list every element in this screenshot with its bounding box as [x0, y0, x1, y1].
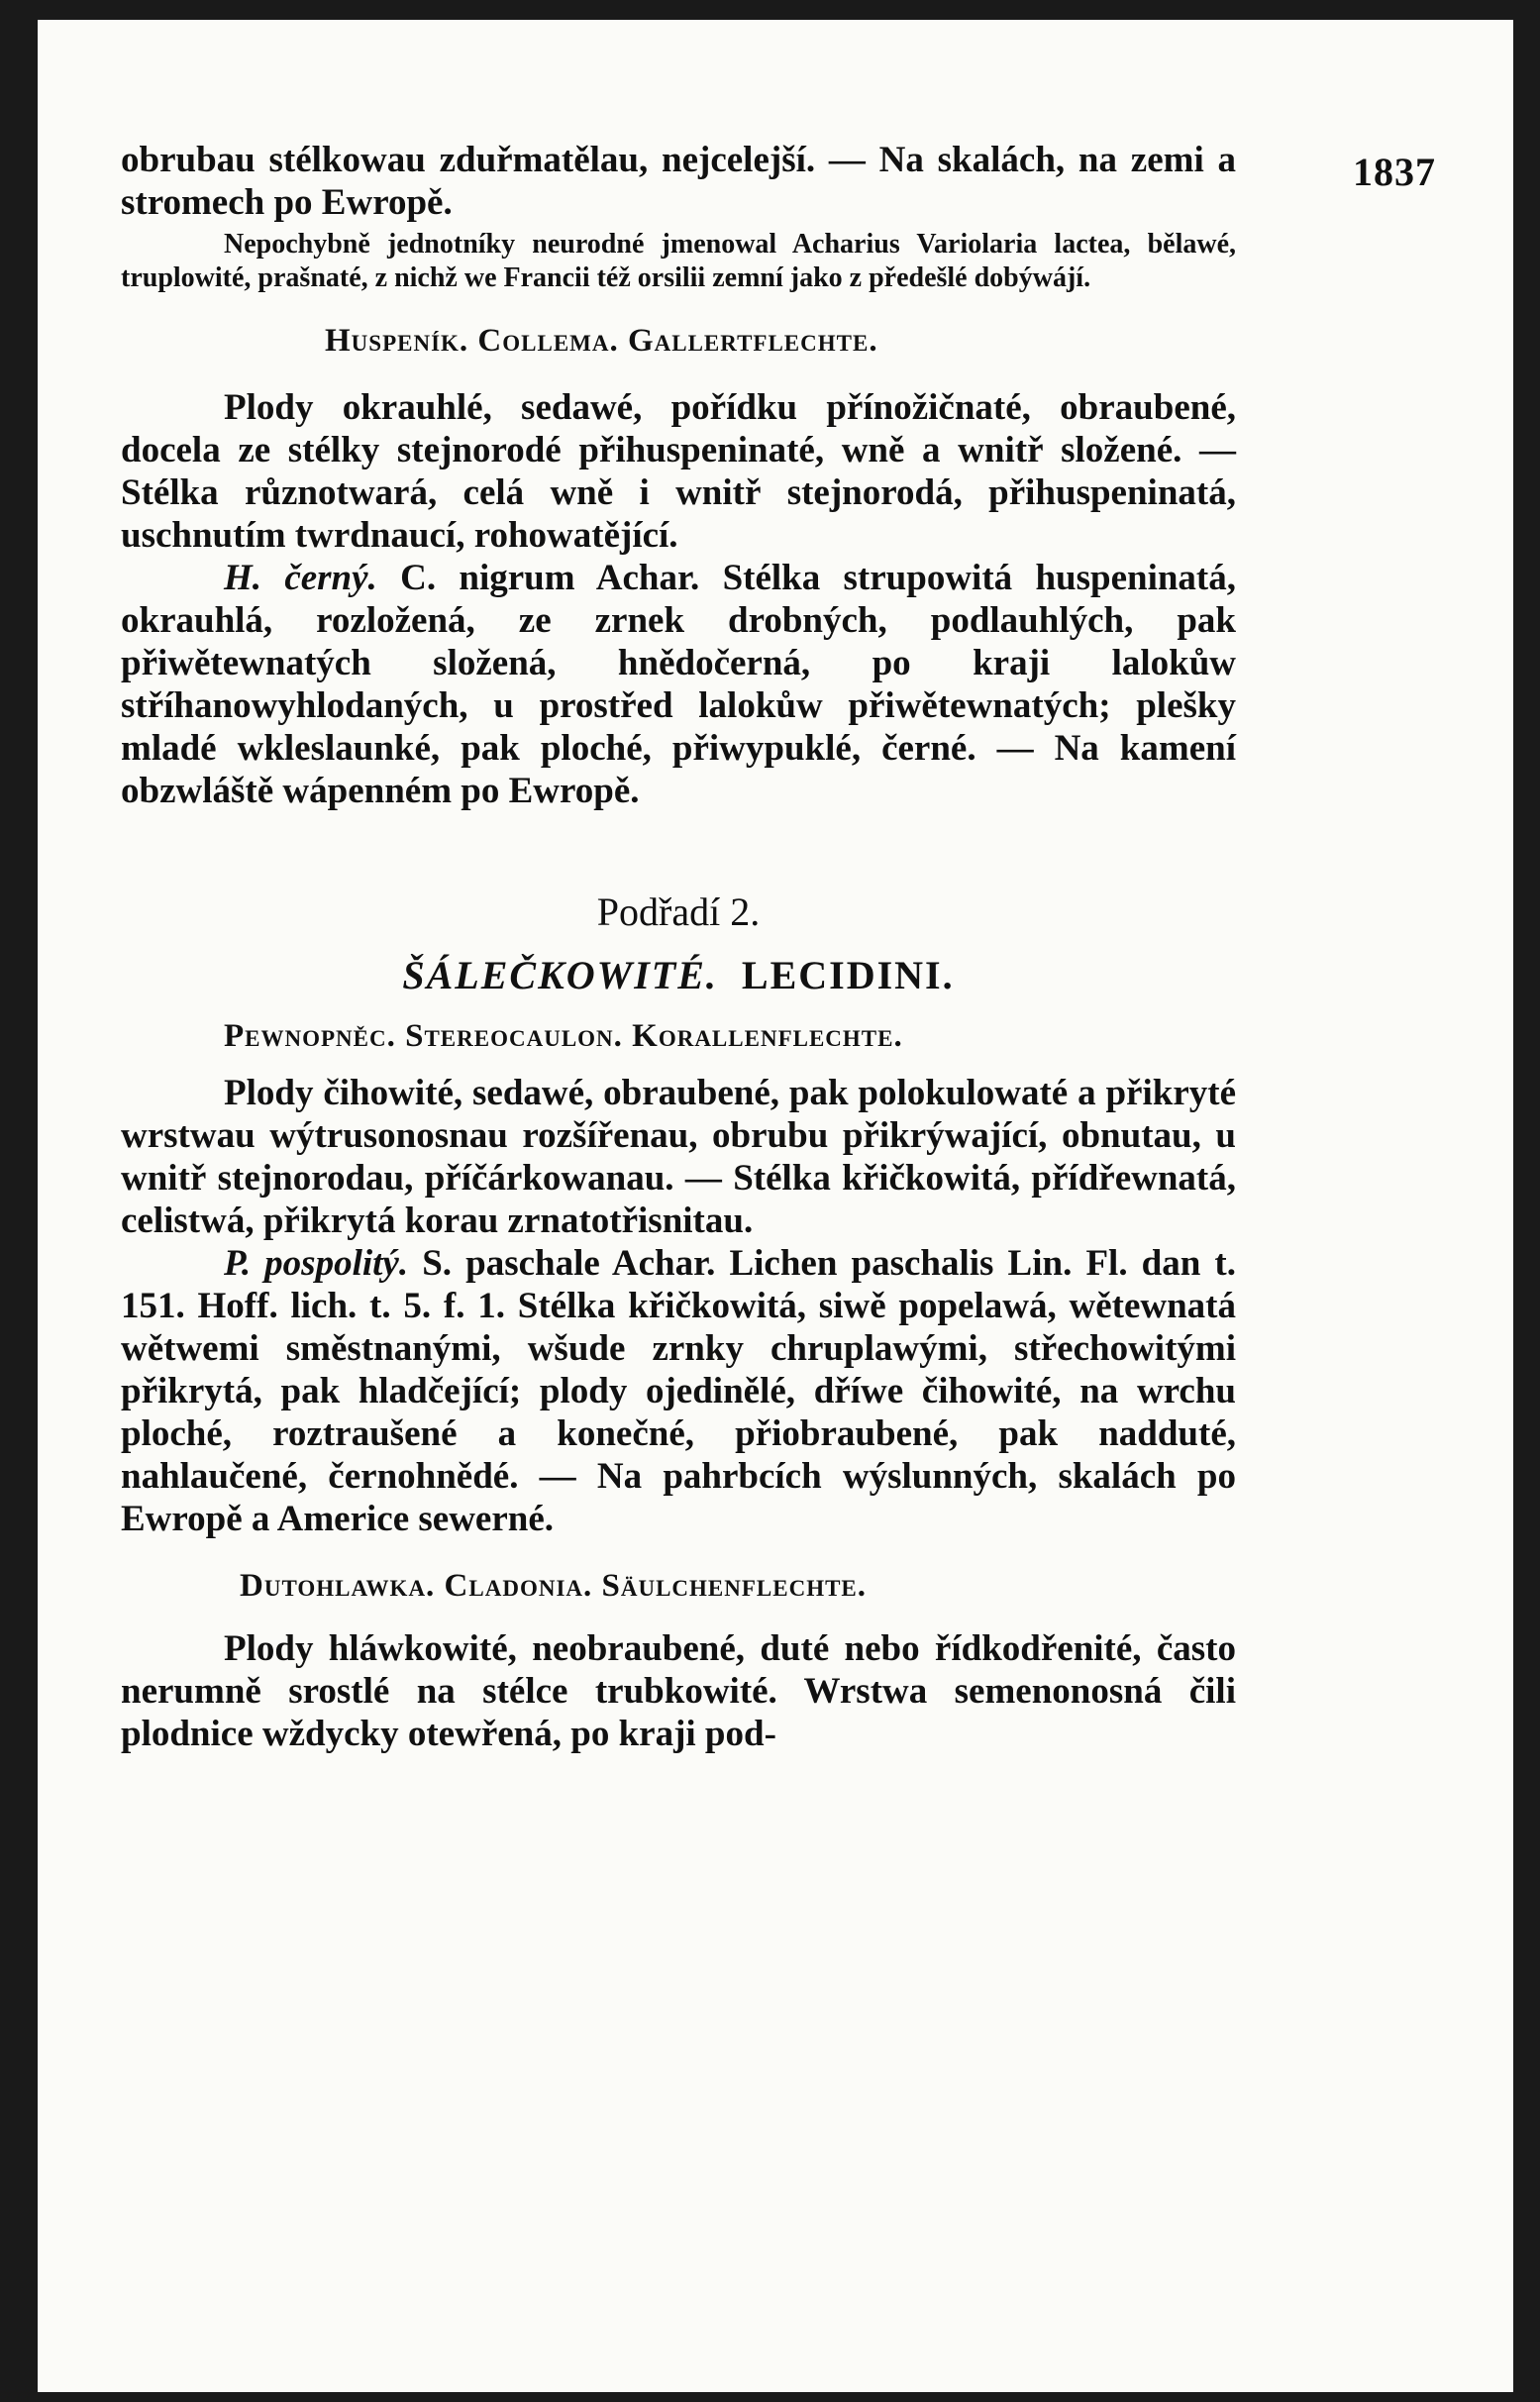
- suborder-rank: Podřadí 2.: [596, 889, 761, 934]
- suborder-title: [121, 953, 1236, 998]
- genus-heading-cladonia: Dutohlawka. Cladonia. Säulchenflechte.: [240, 1568, 868, 1604]
- genus-heading-stereocaulon: Pewnopněc. Stereocaulon. Korallenflechte.: [224, 1018, 903, 1054]
- book-page: [38, 20, 1513, 2392]
- species-name: P. pospolitý.: [224, 1243, 409, 1284]
- collema-description: Plody okrauhlé, sedawé, pořídku přínožičnaté, obraubené, docela ze stélky stejnorodé přihuspeninaté, wně a wnitř složené. — Stélka různotwará, celá wně i wnitř stejnorodá, přihuspeninatá, uschnutím twrdnaucí, rohowatějící.: [121, 387, 1236, 556]
- species-name: H. černý.: [224, 558, 377, 598]
- stereocaulon-species: [121, 1242, 1236, 1540]
- cladonia-description: Plody hláwkowité, neobraubené, duté nebo řídkodřenité, často nerumně srostlé na stélce trubkowité. Wrstwa semenonosná čili plodnice wždycky otewřená, po kraji pod-: [121, 1628, 1236, 1754]
- page-number: 1837: [1353, 150, 1436, 194]
- collema-end-paragraph: obrubau stélkowau zduřmatělau, nejcelejší. — Na skalách, na zemi a stromech po Ewropě.: [121, 140, 1236, 223]
- species-text: S. paschale Achar. Lichen paschalis Lin. Fl. dan t. 151. Hoff. lich. t. 5. f. 1. Stélka křičkowitá, siwě popelawá, wětewnatá wětwemi směstnanými, wšude zrnky chruplawými, střechowitými přikrytá, pak hladčející; plody ojedinělé, dříwe čihowité, na wrchu ploché, roztraušené a konečné, přiobraubené, pak nadduté, nahlaučené, černohnědé. — Na pahrbcích wýslunných, skalách po Ewropě a Americe sewerné.: [121, 1243, 1237, 1539]
- genus-heading-collema: Huspeník. Collema. Gallertflechte.: [325, 323, 878, 359]
- stereocaulon-description: Plody čihowité, sedawé, obraubené, pak polokulowaté a přikryté wrstwau wýtrusonosnau rozšířenau, obrubu přikrýwající, obnutau, u wnitř stejnorodau, příčárkowanau. — Stélka křičkowitá, přídřewnatá, celistwá, přikrytá korau zrnatotřisnitau.: [121, 1073, 1236, 1241]
- collema-species: [121, 557, 1236, 812]
- footnote-paragraph: Nepochybně jednotníky neurodné jmenowal Acharius Variolaria lactea, bělawé, truplowité, prašnaté, z nichž we Francii též orsilii zemní jako z předešlé dobýwájí.: [121, 229, 1236, 293]
- text-column: [121, 139, 1236, 1755]
- species-text: C. nigrum Achar. Stélka strupowitá huspeninatá, okrauhlá, rozložená, ze zrnek drobných, podlauhlých, pak přiwětewnatých složená, hnědočerná, po kraji lalokůw stříhanowyhlodaných, u prostřed lalokůw přiwětewnatých; plešky mladé wkleslaunké, pak ploché, přiwypuklé, černé. — Na kamení obzwláště wápenném po Ewropě.: [121, 558, 1236, 811]
- suborder-latin: LECIDINI.: [741, 953, 955, 997]
- suborder-czech: ŠÁLEČKOWITÉ.: [402, 953, 718, 997]
